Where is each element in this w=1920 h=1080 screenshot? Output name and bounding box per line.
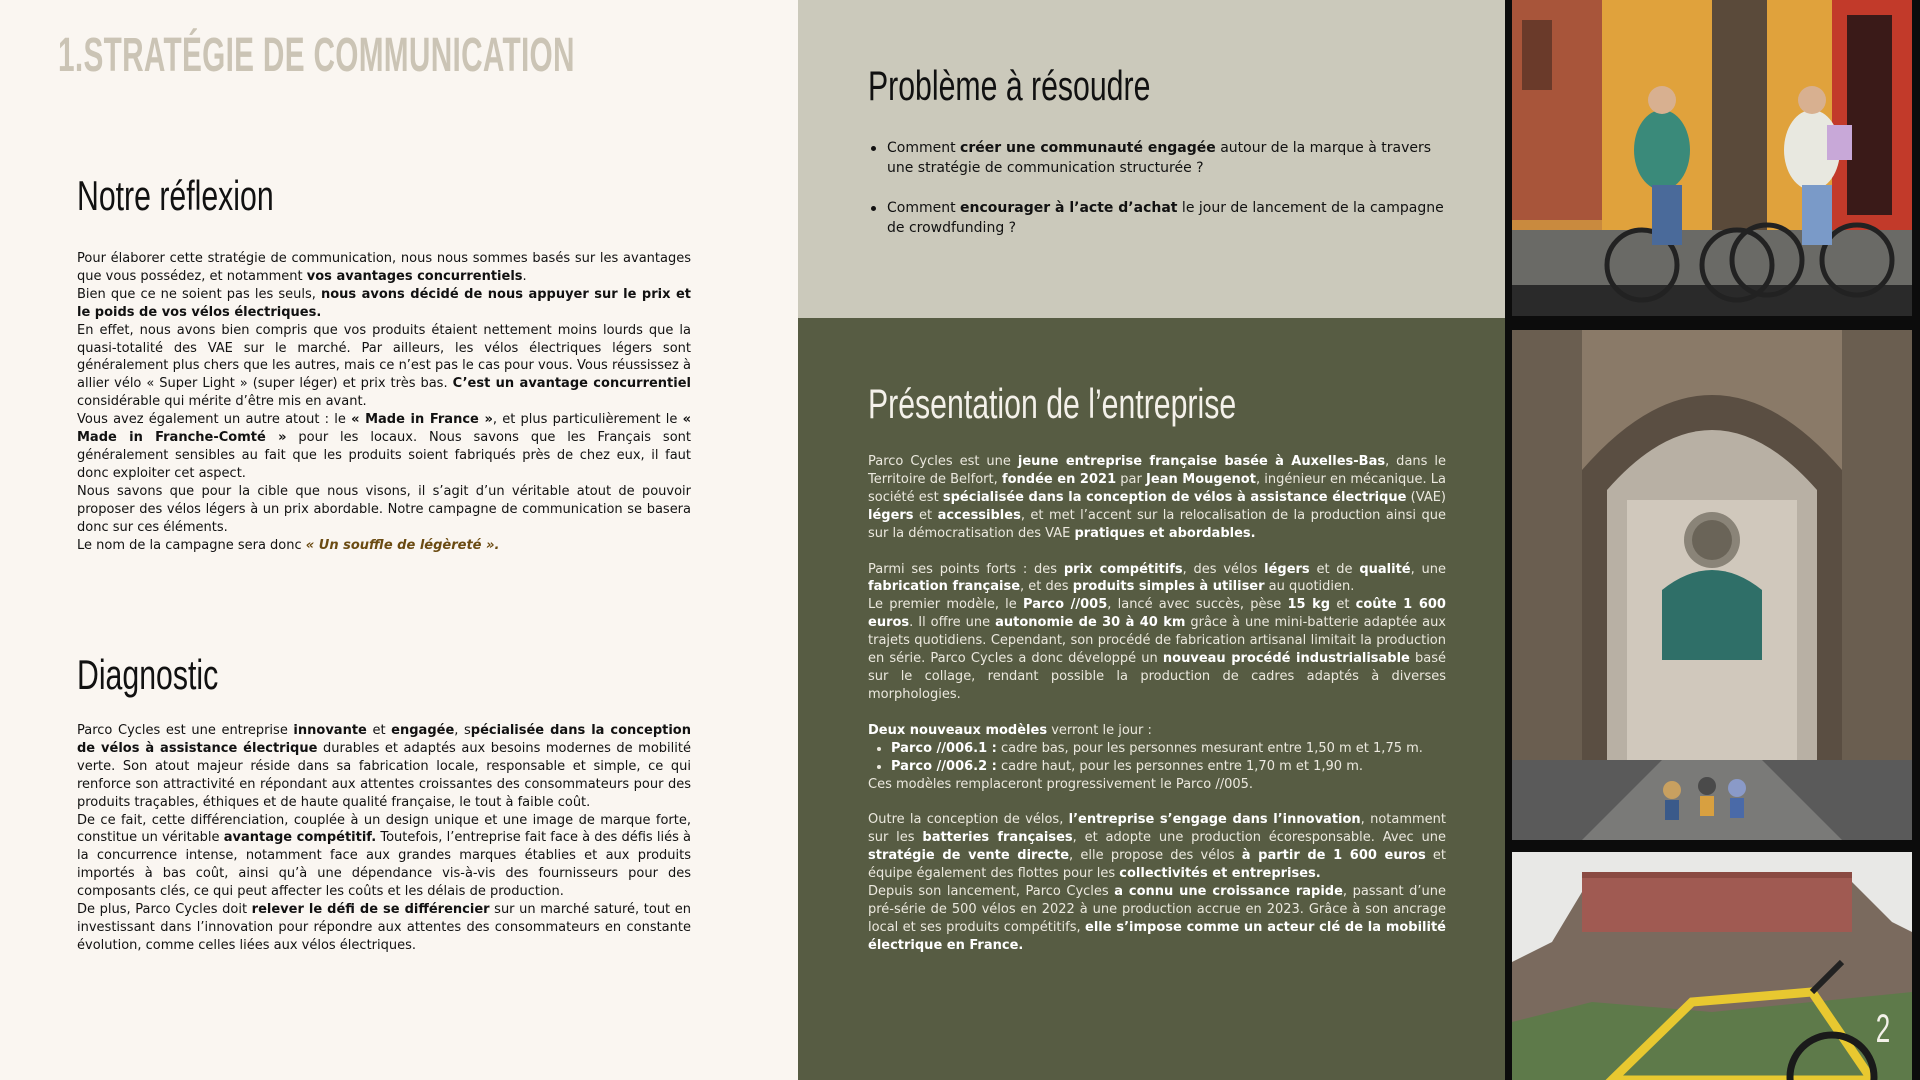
probleme-question: Comment créer une communauté engagée autour de la marque à travers une stratégie de communication structurée ?	[868, 138, 1448, 178]
presentation-paragraph: Deux nouveaux modèles verront le jour :	[868, 722, 1152, 738]
probleme-question: Comment encourager à l’acte d’achat le jour de lancement de la campagne de crowdfunding ?	[868, 198, 1448, 238]
presentation-paragraph: Le premier modèle, le Parco //005, lancé avec succès, pèse 15 kg et coûte 1 600 euros. Il offre une autonomie de 30 à 40 km grâce à une mini-batterie adaptée aux trajets quotidiens. Cependant, son procédé de fabrication artisanal limitait la production en série. Parco Cycles a donc développé un nouveau procédé industrialisable basé sur le collage, rendant possible la production de cadres adaptés à diverses morphologies.	[868, 597, 1447, 702]
presentation-paragraph: Parmi ses points forts : des prix compétitifs, des vélos légers et de qualité, une fabrication française, et des produits simples à utiliser au quotidien.	[868, 561, 1446, 595]
diagnostic-paragraph: Parco Cycles est une entreprise innovante et engagée, spécialisée dans la conception de vélos à assistance électrique durables et adaptés aux besoins modernes de mobilité verte. Son atout majeur réside dans sa fabrication locale, responsable et simple, ce qui renforce son attractivité en répondant aux attentes croissantes des consommateurs pour des produits traçables, éthiques et de haute qualité française, le tout à faible coût.	[77, 723, 691, 810]
reflexion-text	[77, 250, 691, 554]
presentation-paragraph: Depuis son lancement, Parco Cycles a connu une croissance rapide, passant d’une pré-série de 500 vélos en 2022 à une production accrue en 2023. Grâce à son ancrage local et ses produits compétitifs, elle s’impose comme un acteur clé de la mobilité électrique en France.	[868, 884, 1447, 953]
diagnostic-paragraph: De ce fait, cette différenciation, couplée à un design unique et une image de marque forte, constitue un véritable avantage compétitif. Toutefois, l’entreprise fait face à des défis liés à la concurrence intense, notamment face aux grandes marques établies et aux produits importés à bas coût, ainsi qu’à une dépendance vis-à-vis des fournisseurs pour des composants clés, ce qui peut affecter les coûts et les délais de production.	[77, 812, 691, 900]
archway-photo	[1512, 330, 1912, 840]
diagnostic-text	[77, 722, 691, 955]
reflexion-paragraph: En effet, nous avons bien compris que vos produits étaient nettement moins lourds que la quasi-totalité des VAE sur le marché. Par ailleurs, les vélos électriques légers sont généralement plus chers que les autres, mais ce n’est pas le cas pour vous. Vous réussissez à allier vélo « Super Light » (super léger) et prix très bas. C’est un avantage concurrentiel considérable qui mérite d’être mis en avant.	[77, 322, 691, 410]
diagnostic-paragraph: De plus, Parco Cycles doit relever le défi de se différencier sur un marché saturé, tout en investissant dans l’innovation pour répondre aux attentes des consommateurs en constante évolution, comme celles liées aux vélos électriques.	[77, 902, 692, 953]
reflexion-paragraph: Nous savons que pour la cible que nous visons, il s’agit d’un véritable atout de pouvoir proposer des vélos légers à un prix abordable. Notre campagne de communication se basera donc sur ces éléments.	[77, 483, 691, 535]
reflexion-paragraph: Bien que ce ne soient pas les seuls, nous avons décidé de nous appuyer sur le prix et le poids de vos vélos électriques.	[77, 286, 691, 320]
presentation-paragraph: Outre la conception de vélos, l’entreprise s’engage dans l’innovation, notamment sur les batteries françaises, et adopte une production écoresponsable. Avec une stratégie de vente directe, elle propose des vélos à partir de 1 600 euros et équipe également des flottes pour les collectivités et entreprises.	[868, 812, 1447, 882]
probleme-heading: Problème à résoudre	[868, 62, 1151, 109]
models-list	[868, 740, 1446, 776]
model-item: • Parco //006.2 : cadre haut, pour les personnes entre 1,70 m et 1,90 m.	[891, 758, 1446, 776]
reflexion-paragraph: Le nom de la campagne sera donc « Un souffle de légèreté ».	[77, 537, 500, 553]
fortress-bike-photo	[1512, 852, 1912, 1080]
probleme-list	[868, 138, 1448, 258]
reflexion-heading: Notre réflexion	[77, 172, 274, 219]
presentation-heading: Présentation de l’entreprise	[868, 380, 1237, 427]
reflexion-paragraph: Pour élaborer cette stratégie de communication, nous nous sommes basés sur les avantages que vous possédez, et notamment vos avantages concurrentiels.	[77, 251, 691, 284]
campaign-name: « Un souffle de légèreté ».	[305, 537, 500, 553]
model-item: • Parco //006.1 : cadre bas, pour les personnes mesurant entre 1,50 m et 1,75 m.	[891, 740, 1446, 758]
cyclists-street-photo	[1512, 0, 1912, 316]
presentation-paragraph: Parco Cycles est une jeune entreprise française basée à Auxelles-Bas, dans le Territoire de Belfort, fondée en 2021 par Jean Mougenot, ingénieur en mécanique. La société est spécialisée dans la conception de vélos à assistance électrique (VAE) légers et accessibles, et met l’accent sur la relocalisation de la production ainsi que sur la démocratisation des VAE pratiques et abordables.	[868, 454, 1447, 541]
presentation-paragraph: Ces modèles remplaceront progressivement le Parco //005.	[868, 776, 1254, 792]
reflexion-paragraph: Vous avez également un autre atout : le « Made in France », et plus particulièrement le « Made in Franche-Comté » pour les locaux. Nous savons que les Français sont généralement sensibles au fait que les produits soient fabriqués près de chez eux, il faut donc exploiter cet aspect.	[77, 412, 692, 481]
slide-title: 1.STRATÉGIE DE COMMUNICATION	[58, 29, 575, 82]
diagnostic-heading: Diagnostic	[77, 651, 219, 698]
presentation-text	[868, 453, 1446, 955]
page-number: 2	[1875, 1007, 1890, 1051]
